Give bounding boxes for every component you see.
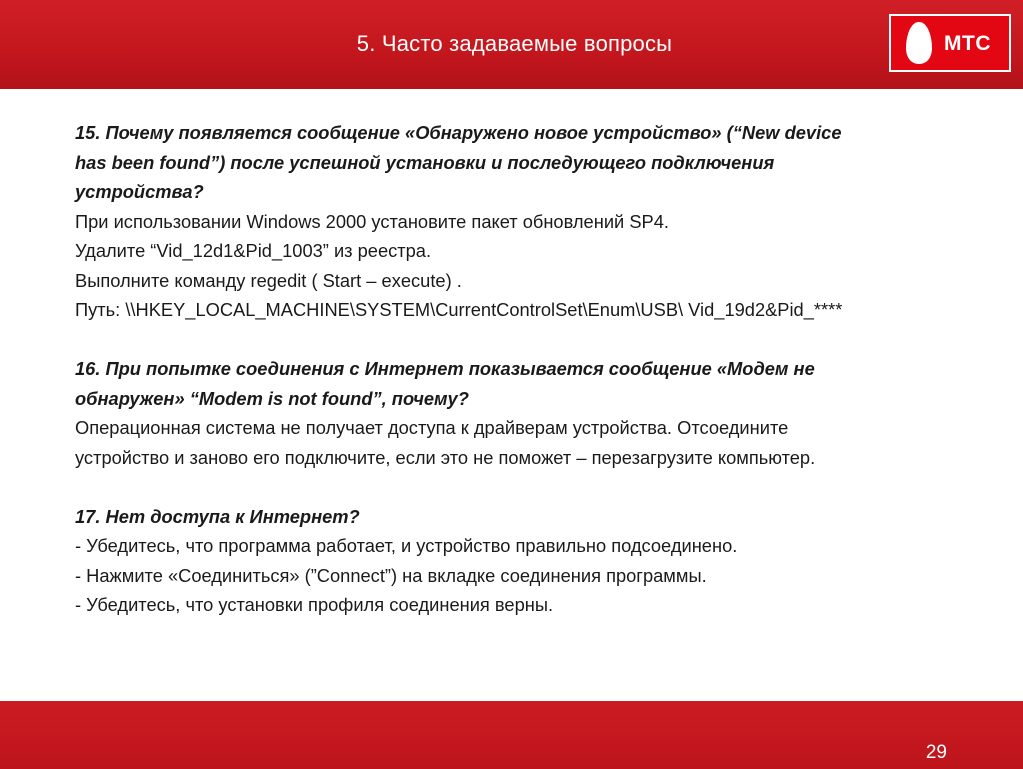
egg-logo-icon (905, 21, 933, 65)
faq-question-line: обнаружен» “Modem is not found”, почему? (75, 387, 469, 409)
slide-title: 5. Часто задаваемые вопросы (356, 31, 673, 56)
faq-question-line: 15. Почему появляется сообщение «Обнаружено новое устройство» (“New device (75, 122, 842, 143)
faq-question-line: 17. Нет доступа к Интернет? (75, 505, 360, 527)
slide-footer (0, 701, 1023, 769)
paragraph-gap (75, 325, 995, 355)
faq-question-line: has been found”) после успешной установки и последующего подключения (75, 151, 775, 173)
logo-text: МТС (944, 32, 991, 55)
faq-answer-line: Выполните команду regedit ( Start – execute) . (75, 269, 462, 291)
faq-answer-line: - Убедитесь, что установки профиля соединения верны. (75, 594, 554, 615)
page-number: 29 (925, 742, 947, 763)
faq-answer-line: - Нажмите «Соединиться» (”Connect”) на вкладке соединения программы. (75, 564, 707, 586)
mts-logo (889, 14, 1011, 72)
faq-answer-line: Операционная система не получает доступа к драйверам устройства. Отсоедините (75, 417, 789, 438)
faq-question-line: 16. При попытке соединения с Интернет показывается сообщение «Модем не (75, 358, 815, 379)
faq-answer-line: устройство и заново его подключите, если это не поможет – перезагрузите компьютер. (75, 446, 816, 468)
faq-answer-line: - Убедитесь, что программа работает, и устройство правильно подсоединено. (75, 535, 738, 556)
faq-answer-line: Удалите “Vid_12d1&Pid_1003” из реестра. (75, 240, 432, 261)
slide-header (0, 0, 1023, 89)
faq-answer-line: При использовании Windows 2000 установите пакет обновлений SP4. (75, 210, 669, 232)
faq-answer-line: Путь: \\HKEY_LOCAL_MACHINE\SYSTEM\CurrentControlSet\Enum\USB\ Vid_19d2&Pid_**** (75, 299, 843, 320)
paragraph-gap (75, 472, 995, 502)
faq-content (75, 118, 995, 620)
faq-question-line: устройства? (75, 181, 204, 202)
